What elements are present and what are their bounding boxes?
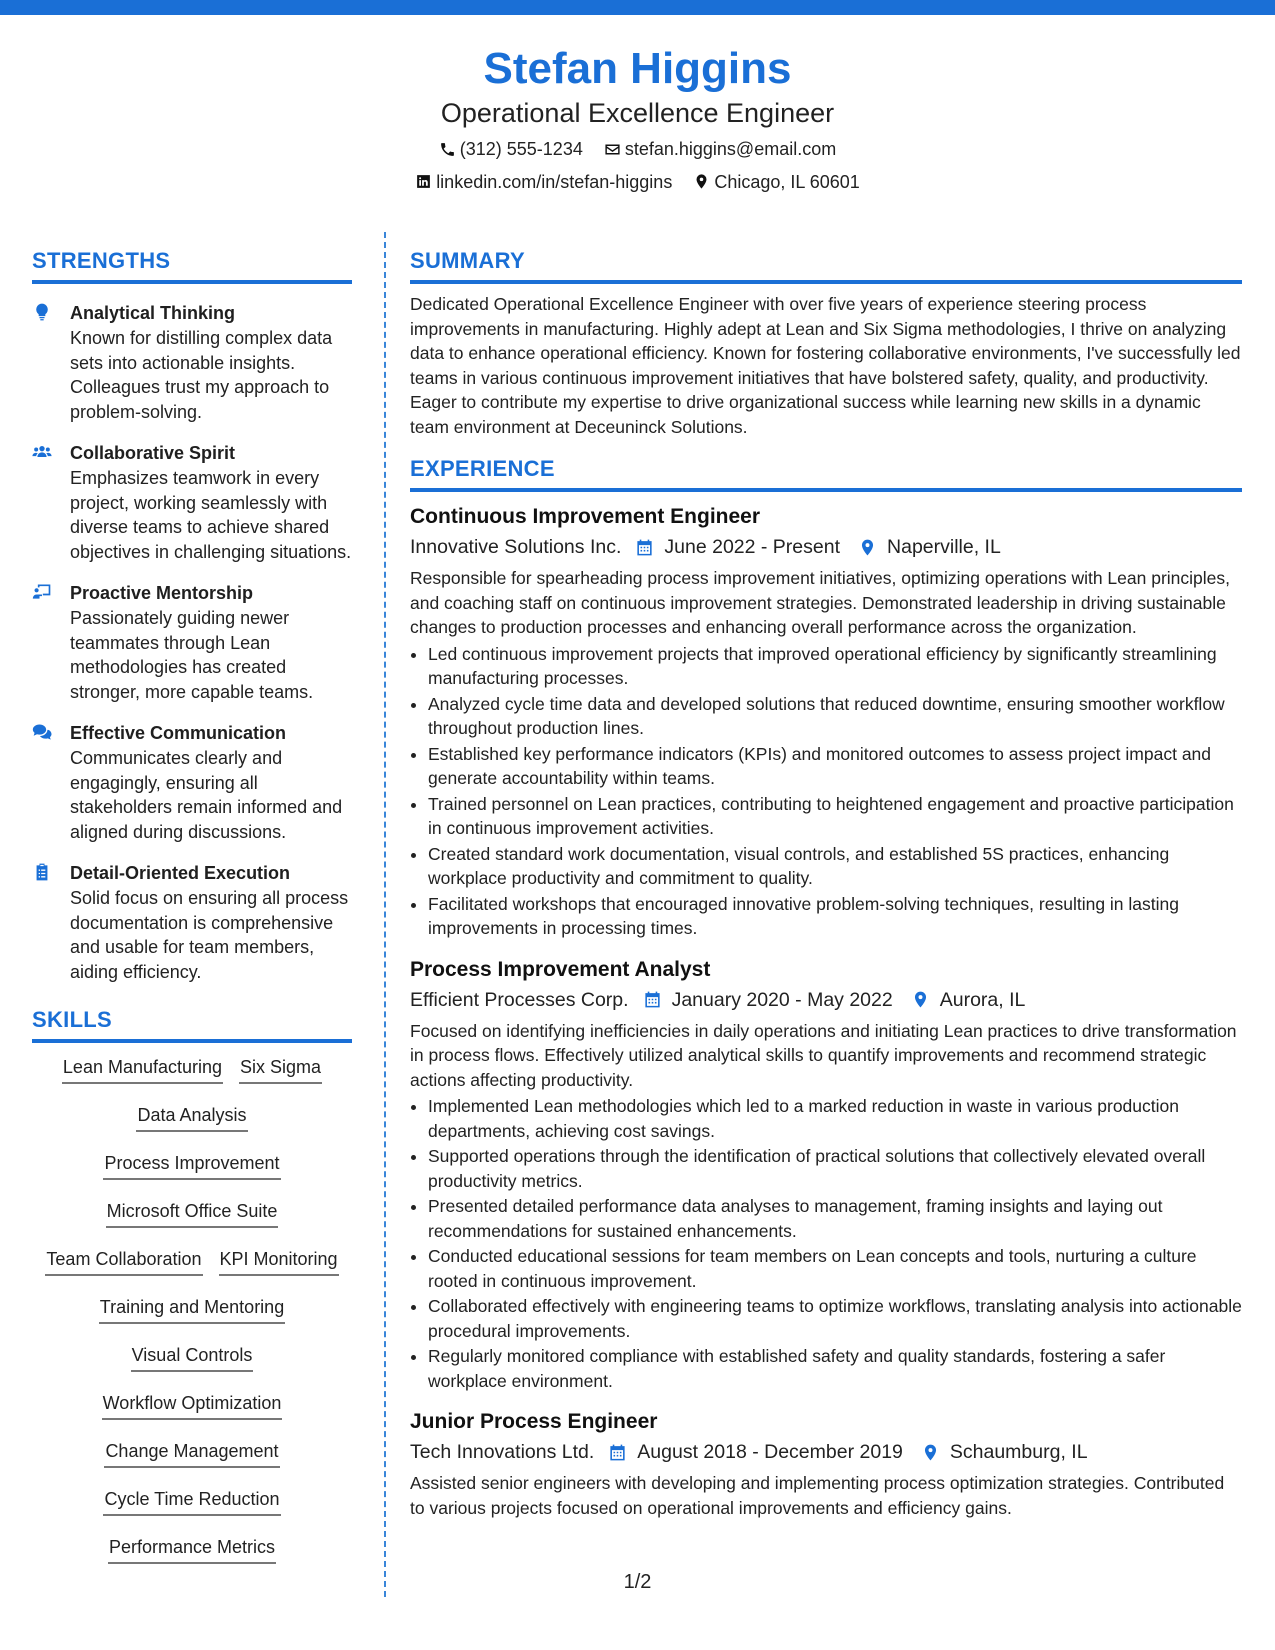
job-entry [410,1407,1242,1520]
bullet-item: • Trained personnel on Lean practices, contributing to heightened engagement and proactive participation in continuous improvement activities. [428,792,1242,841]
resume-header [0,42,1275,199]
linkedin-icon [415,173,432,190]
candidate-name: Stefan Higgins [483,44,792,93]
strength-title: Proactive Mentorship [70,583,254,603]
job-company: Innovative Solutions Inc. [410,536,622,558]
skills-heading: SKILLS [32,1006,352,1043]
job-location: Schaumburg, IL [949,1441,1088,1463]
lightbulb-icon [32,302,52,322]
skill-tag: Microsoft Office Suite [106,1199,279,1228]
strength-item [32,581,352,704]
skill-tag: Performance Metrics [108,1535,276,1564]
job-bullets [410,1094,1242,1393]
linkedin-text[interactable]: linkedin.com/in/stefan-higgins [436,171,673,192]
bullet-item: • Facilitated workshops that encouraged innovative problem-solving techniques, resulting in lasting improvements in processing times. [428,892,1242,941]
skill-tag: Training and Mentoring [99,1295,285,1324]
strength-item [32,441,352,564]
summary-text: Dedicated Operational Excellence Engineer with over five years of experience steering process improvements in manufacturing. Highly adept at Lean and Six Sigma methodologies, I thrive on analyzing data to enhance operational efficiency. Known for fostering collaborative environments, I've successfully led teams in various continuous improvement initiatives that have bolstered safety, quality, and productivity. Eager to contribute my expertise to drive organizational success while learning new skills in a dynamic team environment at Deceuninck Solutions. [410,294,1241,437]
skills-list [32,1055,352,1564]
experience-heading: EXPERIENCE [410,455,1242,492]
strength-text: Communicates clearly and engagingly, ensuring all stakeholders remain informed and aligned during discussions. [70,748,343,842]
bullet-item: • Presented detailed performance data analyses to management, framing insights and laying out recommendations for sustained enhancements. [428,1194,1242,1243]
candidate-title: Operational Excellence Engineer [440,98,835,128]
job-title: Continuous Improvement Engineer [410,505,761,528]
location-text: Chicago, IL 60601 [714,171,860,192]
bullet-item: • Established key performance indicators (KPIs) and monitored outcomes to assess project impact and generate accountability within teams. [428,742,1242,791]
strength-item [32,721,352,844]
bullet-item: • Led continuous improvement projects that improved operational efficiency by significantly streamlining manufacturing processes. [428,642,1242,691]
job-location: Aurora, IL [939,988,1026,1011]
map-pin-icon [911,990,930,1009]
comments-icon [32,722,52,742]
bullet-item: • Analyzed cycle time data and developed solutions that reduced downtime, ensuring smoother workflow throughout production lines. [428,692,1242,741]
right-column [410,247,1242,1520]
skill-tag: Process Improvement [103,1151,280,1180]
bullet-item: • Implemented Lean methodologies which led to a marked reduction in waste in various production departments, achieving cost savings. [428,1094,1242,1143]
clipboard-list-icon [32,862,52,882]
strength-text: Passionately guiding newer teammates through Lean methodologies has created stronger, more capable teams. [70,608,314,702]
job-description: Responsible for spearheading process improvement initiatives, optimizing operations with Lean principles, and coaching staff on continuous improvement strategies. Demonstrated leadership in driving sustainable changes to production processes and enhancing overall performance across the organization. [410,568,1231,637]
job-dates: June 2022 - Present [664,536,841,558]
job-title: Process Improvement Analyst [410,957,711,981]
email-item[interactable] [604,134,836,164]
location-item [693,167,859,197]
job-meta [410,1437,1242,1467]
job-company: Efficient Processes Corp. [410,988,629,1011]
contact-line-1 [0,134,1275,167]
calendar-icon [635,538,654,557]
skill-tag: Cycle Time Reduction [103,1487,280,1516]
email-text[interactable]: stefan.higgins@email.com [624,139,837,159]
strength-item [32,861,352,984]
bullet-item: • Collaborated effectively with engineering teams to optimize workflows, translating analysis into actionable procedural improvements. [428,1294,1242,1343]
job-description: Focused on identifying inefficiencies in daily operations and initiating Lean practices to drive transformation in process flows. Effectively utilized analytical skills to quantify improvements and recommend strategic actions affecting productivity. [410,1020,1237,1090]
strength-title: Collaborative Spirit [70,443,236,463]
job-dates: August 2018 - December 2019 [637,1441,903,1463]
job-entry [410,502,1242,941]
calendar-icon [608,1443,627,1462]
job-company: Tech Innovations Ltd. [410,1441,595,1463]
chalkboard-teacher-icon [32,582,52,602]
phone-item [439,134,583,164]
skill-tag: Visual Controls [131,1343,254,1372]
job-meta [410,985,1242,1015]
page-number: 1/2 [623,1571,652,1593]
bullet-item: • Supported operations through the identification of practical solutions that collectively elevated overall productivity metrics. [428,1144,1242,1193]
map-pin-icon [858,538,877,557]
skill-tag: Six Sigma [239,1055,322,1084]
left-column [32,247,352,1583]
strengths-heading: STRENGTHS [32,247,352,284]
job-title: Junior Process Engineer [410,1410,658,1433]
job-bullets [410,642,1242,941]
job-meta [410,532,1242,562]
bullet-item: • Created standard work documentation, visual controls, and established 5S practices, enhancing workplace productivity and commitment to quality. [428,842,1242,891]
job-description: Assisted senior engineers with developing and implementing process optimization strategies. Contributed to various projects focused on operational improvements and efficiency gains. [410,1473,1225,1518]
map-pin-icon [693,173,710,190]
skill-tag: Change Management [104,1439,279,1468]
bullet-item: • Regularly monitored compliance with established safety and quality standards, fostering a safer workplace environment. [428,1344,1242,1393]
strength-title: Effective Communication [70,723,287,743]
map-pin-icon [921,1443,940,1462]
job-location: Naperville, IL [887,536,1001,558]
skill-tag: Workflow Optimization [102,1391,283,1420]
job-dates: January 2020 - May 2022 [671,988,893,1011]
strength-text: Emphasizes teamwork in every project, working seamlessly with diverse teams to achieve shared objectives in challenging situations. [70,468,352,562]
column-divider [384,232,386,1597]
envelope-icon [604,141,621,158]
job-entry [410,955,1242,1394]
strength-text: Known for distilling complex data sets into actionable insights. Colleagues trust my approach to problem-solving. [70,328,333,422]
users-icon [32,442,52,462]
skill-tag: Lean Manufacturing [62,1055,223,1084]
top-accent-bar [0,0,1275,15]
calendar-icon [643,990,662,1009]
phone-icon [439,141,456,158]
bullet-item: • Conducted educational sessions for team members on Lean concepts and tools, nurturing a culture rooted in continuous improvement. [428,1244,1242,1293]
summary-heading: SUMMARY [410,247,1242,284]
skill-tag: KPI Monitoring [219,1247,339,1276]
strength-item [32,301,352,424]
strength-title: Analytical Thinking [70,303,236,323]
strength-text: Solid focus on ensuring all process documentation is comprehensive and usable for team members, aiding efficiency. [70,888,349,982]
contact-line-2 [0,167,1275,200]
phone-text: (312) 555-1234 [459,139,583,159]
skill-tag: Data Analysis [136,1103,247,1132]
linkedin-item[interactable] [415,167,672,197]
strength-title: Detail-Oriented Execution [70,863,291,883]
skill-tag: Team Collaboration [45,1247,202,1276]
